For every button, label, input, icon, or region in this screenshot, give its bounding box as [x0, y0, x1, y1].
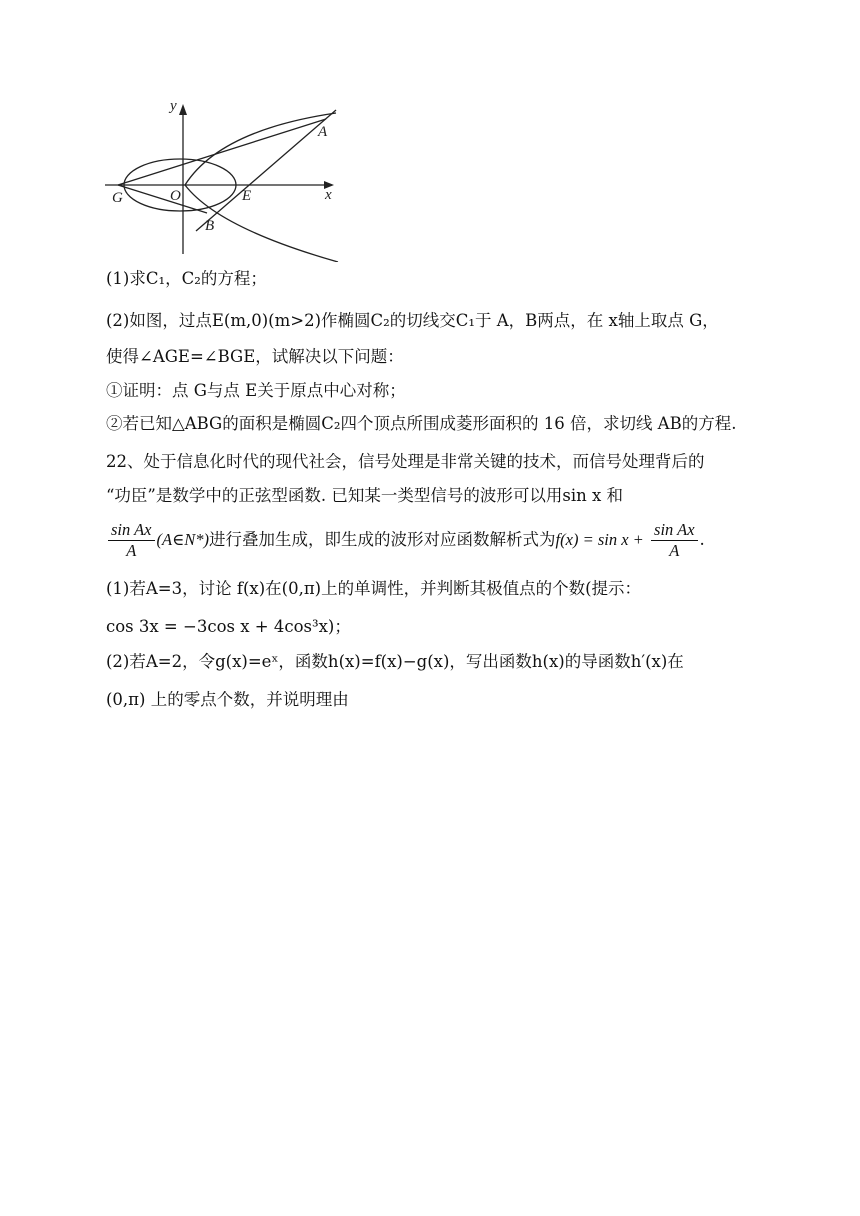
segment-ga — [118, 119, 326, 185]
function-formula: f(x) = sin x + — [555, 530, 644, 549]
parabola-c1 — [185, 113, 338, 262]
q21-part2-line1: (2)如图，过点E(m,0)(m>2)作椭圆C₂的切线交C₁于 A，B两点，在 x轴上取点 G， — [106, 311, 719, 330]
q21-part1: (1)求C₁，C₂的方程； — [106, 269, 267, 288]
q22-part2-line1: (2)若A=2，令g(x)=eˣ，函数h(x)=f(x)−g(x)，写出函数h(x)的导函数h′(x)在 — [106, 652, 684, 671]
q22-intro-line2: “功臣”是数学中的正弦型函数. 已知某一类型信号的波形可以用sin x 和 — [106, 486, 624, 505]
label-y: y — [170, 98, 177, 114]
label-g: G — [112, 190, 123, 206]
fraction-denominator-2: A — [669, 541, 680, 560]
label-o: O — [170, 188, 181, 204]
q22-part1-line2: cos 3x = −3cos x + 4cos³x)； — [106, 617, 351, 636]
fraction-sinax-over-a — [108, 520, 155, 561]
fraction-denominator: A — [126, 541, 137, 560]
formula-period: . — [699, 530, 705, 549]
q22-part2-line2: (0,π) 上的零点个数，并说明理由 — [106, 690, 349, 709]
q22-intro-line1: 22、处于信息化时代的现代社会，信号处理是非常关键的技术，而信号处理背后的 — [106, 452, 705, 471]
fraction-numerator: sin Ax — [108, 520, 155, 541]
fraction-numerator-2: sin Ax — [651, 520, 698, 541]
segment-gb — [118, 185, 207, 213]
q21-item2: ②若已知△ABG的面积是椭圆C₂四个顶点所围成菱形面积的 16 倍，求切线 AB的方程. — [106, 414, 737, 433]
q21-part2-line2: 使得∠AGE=∠BGE，试解决以下问题： — [106, 347, 404, 366]
label-b: B — [205, 218, 215, 234]
label-x: x — [325, 187, 332, 203]
condition-a-in-n: (A∈N*) — [156, 530, 210, 549]
ellipse-parabola-figure — [100, 96, 340, 262]
tangent-line-ab — [196, 110, 336, 231]
q22-intro-line3-text: 进行叠加生成，即生成的波形对应函数解析式为 — [209, 530, 556, 549]
q22-part1-line1: (1)若A=3，讨论 f(x)在(0,π)上的单调性，并判断其极值点的个数(提示： — [106, 579, 642, 598]
label-a: A — [318, 124, 328, 140]
label-e: E — [242, 188, 252, 204]
y-axis-arrow — [179, 104, 187, 115]
fraction-sinax-over-a-2 — [651, 520, 698, 561]
q21-item1: ①证明：点 G与点 E关于原点中心对称； — [106, 381, 406, 400]
q22-intro-line3 — [106, 518, 705, 562]
